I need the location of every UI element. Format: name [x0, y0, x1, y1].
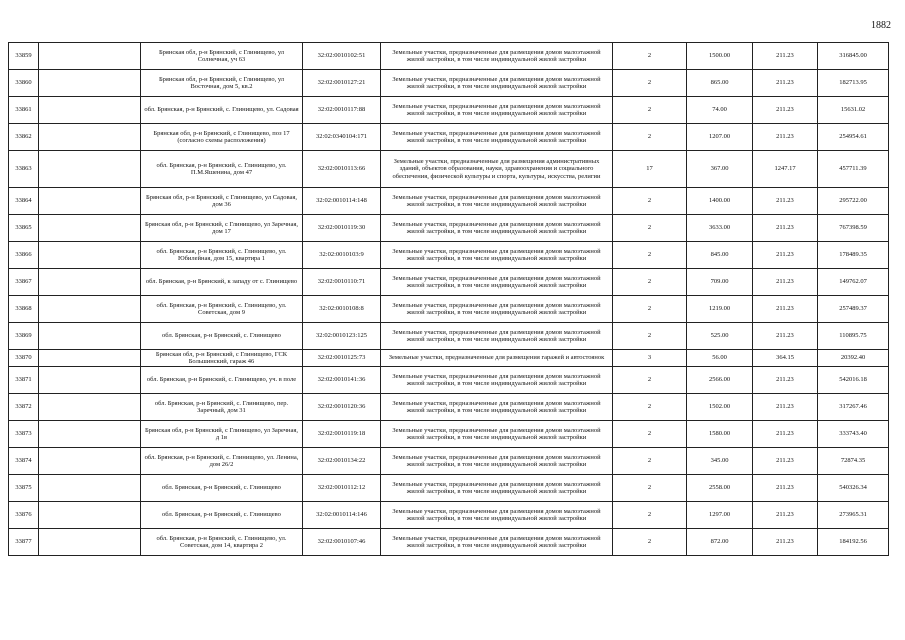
cadastral-value-cell: 767398.59 — [818, 215, 889, 242]
cadastral-value-cell: 149762.07 — [818, 269, 889, 296]
address-cell: Брянская обл, р-н Брянский, с Глинищево, ул Заречная, дом 17 — [141, 215, 303, 242]
cadastral-number-cell: 32:02:0010120:36 — [303, 394, 381, 421]
cadastral-number-cell: 32:02:0010114:146 — [303, 502, 381, 529]
table-row — [9, 421, 889, 448]
group-cell: 17 — [613, 151, 687, 188]
area-cell: 74.00 — [687, 97, 753, 124]
table-row — [9, 296, 889, 323]
specific-value-cell: 211.23 — [753, 502, 818, 529]
table-row — [9, 350, 889, 367]
cadastral-number-cell: 32:02:0010134:22 — [303, 448, 381, 475]
area-cell: 3633.00 — [687, 215, 753, 242]
cadastral-value-cell: 317267.46 — [818, 394, 889, 421]
row-number-cell: 33861 — [9, 97, 39, 124]
address-cell: Брянская обл, р-н Брянский, с Глинищево, ул Восточная, дом 5, кв.2 — [141, 70, 303, 97]
address-cell: Брянская обл, р-н Брянский, с Глинищево, ГСК Большинский, гараж 46 — [141, 350, 303, 367]
cadastral-value-cell: 316845.00 — [818, 43, 889, 70]
row-number-cell: 33859 — [9, 43, 39, 70]
empty-cell — [39, 188, 141, 215]
land-use-cell: Земельные участки, предназначенные для размещения домов малоэтажной жилой застройки, в том числе индивидуальной жилой застройки — [381, 502, 613, 529]
address-cell: обл. Брянская, р-н Брянский, с. Глинищево — [141, 502, 303, 529]
area-cell: 872.00 — [687, 529, 753, 556]
area-cell: 56.00 — [687, 350, 753, 367]
address-cell: обл. Брянская, р-н Брянский, с. Глинищево, ул. Советская, дом 14, квартира 2 — [141, 529, 303, 556]
group-cell: 2 — [613, 97, 687, 124]
group-cell: 2 — [613, 367, 687, 394]
group-cell: 2 — [613, 323, 687, 350]
cadastral-number-cell: 32:02:0010114:148 — [303, 188, 381, 215]
cadastral-value-cell: 257489.37 — [818, 296, 889, 323]
group-cell: 3 — [613, 350, 687, 367]
area-cell: 845.00 — [687, 242, 753, 269]
cadastral-value-cell: 184192.56 — [818, 529, 889, 556]
cadastral-value-cell: 540326.34 — [818, 475, 889, 502]
specific-value-cell: 364.15 — [753, 350, 818, 367]
specific-value-cell: 211.23 — [753, 529, 818, 556]
table-row — [9, 475, 889, 502]
cadastral-value-cell: 542016.18 — [818, 367, 889, 394]
empty-cell — [39, 43, 141, 70]
row-number-cell: 33874 — [9, 448, 39, 475]
area-cell: 709.00 — [687, 269, 753, 296]
land-use-cell: Земельные участки, предназначенные для размещения домов малоэтажной жилой застройки, в том числе индивидуальной жилой застройки — [381, 475, 613, 502]
cadastral-number-cell: 32:02:0010125:73 — [303, 350, 381, 367]
row-number-cell: 33871 — [9, 367, 39, 394]
cadastral-value-cell: 72874.35 — [818, 448, 889, 475]
group-cell: 2 — [613, 296, 687, 323]
row-number-cell: 33862 — [9, 124, 39, 151]
area-cell: 1580.00 — [687, 421, 753, 448]
table-row — [9, 242, 889, 269]
area-cell: 525.00 — [687, 323, 753, 350]
land-use-cell: Земельные участки, предназначенные для размещения гаражей и автостоянок — [381, 350, 613, 367]
land-use-cell: Земельные участки, предназначенные для размещения домов малоэтажной жилой застройки, в том числе индивидуальной жилой застройки — [381, 97, 613, 124]
cadastral-value-cell: 457711.39 — [818, 151, 889, 188]
table-row — [9, 97, 889, 124]
specific-value-cell: 1247.17 — [753, 151, 818, 188]
specific-value-cell: 211.23 — [753, 421, 818, 448]
cadastral-number-cell: 32:02:0010113:66 — [303, 151, 381, 188]
group-cell: 2 — [613, 502, 687, 529]
land-use-cell: Земельные участки, предназначенные для размещения домов малоэтажной жилой застройки, в том числе индивидуальной жилой застройки — [381, 296, 613, 323]
row-number-cell: 33869 — [9, 323, 39, 350]
row-number-cell: 33867 — [9, 269, 39, 296]
area-cell: 367.00 — [687, 151, 753, 188]
area-cell: 2566.00 — [687, 367, 753, 394]
group-cell: 2 — [613, 475, 687, 502]
address-cell: обл. Брянская, р-н Брянский, с. Глинищево, ул. Садовая — [141, 97, 303, 124]
specific-value-cell: 211.23 — [753, 97, 818, 124]
land-use-cell: Земельные участки, предназначенные для размещения домов малоэтажной жилой застройки, в том числе индивидуальной жилой застройки — [381, 394, 613, 421]
address-cell: обл. Брянская, р-н Брянский, с. Глинищево — [141, 475, 303, 502]
row-number-cell: 33872 — [9, 394, 39, 421]
group-cell: 2 — [613, 188, 687, 215]
address-cell: Брянская обл, р-н Брянский, с Глинищево, ул Садовая, дом 36 — [141, 188, 303, 215]
row-number-cell: 33864 — [9, 188, 39, 215]
specific-value-cell: 211.23 — [753, 43, 818, 70]
empty-cell — [39, 475, 141, 502]
empty-cell — [39, 350, 141, 367]
address-cell: обл. Брянская, р-н Брянский, с. Глинищево, уч. в поле — [141, 367, 303, 394]
area-cell: 2558.00 — [687, 475, 753, 502]
land-use-cell: Земельные участки, предназначенные для размещения административных зданий, объектов образования, науки, здравоохранения и социального обеспечения, физической культуры и спорта, культуры, искусства, религии — [381, 151, 613, 188]
row-number-cell: 33873 — [9, 421, 39, 448]
specific-value-cell: 211.23 — [753, 188, 818, 215]
land-use-cell: Земельные участки, предназначенные для размещения домов малоэтажной жилой застройки, в том числе индивидуальной жилой застройки — [381, 70, 613, 97]
cadastral-number-cell: 32:02:0010110:71 — [303, 269, 381, 296]
address-cell: Брянская обл, р-н Брянский, с Глинищево, поз 17 (согласно схемы расположения) — [141, 124, 303, 151]
specific-value-cell: 211.23 — [753, 70, 818, 97]
table-row — [9, 269, 889, 296]
cadastral-value-cell: 254954.61 — [818, 124, 889, 151]
specific-value-cell: 211.23 — [753, 475, 818, 502]
land-use-cell: Земельные участки, предназначенные для размещения домов малоэтажной жилой застройки, в том числе индивидуальной жилой застройки — [381, 215, 613, 242]
empty-cell — [39, 97, 141, 124]
group-cell: 2 — [613, 421, 687, 448]
table-body — [9, 43, 889, 556]
land-use-cell: Земельные участки, предназначенные для размещения домов малоэтажной жилой застройки, в том числе индивидуальной жилой застройки — [381, 124, 613, 151]
specific-value-cell: 211.23 — [753, 394, 818, 421]
land-use-cell: Земельные участки, предназначенные для размещения домов малоэтажной жилой застройки, в том числе индивидуальной жилой застройки — [381, 269, 613, 296]
group-cell: 2 — [613, 529, 687, 556]
cadastral-number-cell: 32:02:0010123:125 — [303, 323, 381, 350]
area-cell: 1297.00 — [687, 502, 753, 529]
empty-cell — [39, 242, 141, 269]
specific-value-cell: 211.23 — [753, 296, 818, 323]
row-number-cell: 33875 — [9, 475, 39, 502]
empty-cell — [39, 215, 141, 242]
cadastral-number-cell: 32:02:0010127:21 — [303, 70, 381, 97]
cadastral-number-cell: 32:02:0010103:9 — [303, 242, 381, 269]
row-number-cell: 33868 — [9, 296, 39, 323]
cadastral-number-cell: 32:02:0010108:8 — [303, 296, 381, 323]
cadastral-number-cell: 32:02:0010119:18 — [303, 421, 381, 448]
table-row — [9, 448, 889, 475]
group-cell: 2 — [613, 70, 687, 97]
group-cell: 2 — [613, 269, 687, 296]
group-cell: 2 — [613, 215, 687, 242]
specific-value-cell: 211.23 — [753, 242, 818, 269]
specific-value-cell: 211.23 — [753, 269, 818, 296]
empty-cell — [39, 151, 141, 188]
empty-cell — [39, 323, 141, 350]
cadastral-number-cell: 32:02:0010112:12 — [303, 475, 381, 502]
table-row — [9, 188, 889, 215]
row-number-cell: 33863 — [9, 151, 39, 188]
cadastral-value-cell: 178489.35 — [818, 242, 889, 269]
address-cell: обл. Брянская, р-н Брянский, с. Глинищево, ул. П.М.Яшенина, дом 47 — [141, 151, 303, 188]
address-cell: обл. Брянская, р-н Брянский, к западу от с. Глинищево — [141, 269, 303, 296]
cadastral-number-cell: 32:02:0340104:171 — [303, 124, 381, 151]
land-use-cell: Земельные участки, предназначенные для размещения домов малоэтажной жилой застройки, в том числе индивидуальной жилой застройки — [381, 529, 613, 556]
table-row — [9, 367, 889, 394]
land-use-cell: Земельные участки, предназначенные для размещения домов малоэтажной жилой застройки, в том числе индивидуальной жилой застройки — [381, 43, 613, 70]
table-row — [9, 124, 889, 151]
specific-value-cell: 211.23 — [753, 124, 818, 151]
land-use-cell: Земельные участки, предназначенные для размещения домов малоэтажной жилой застройки, в том числе индивидуальной жилой застройки — [381, 421, 613, 448]
land-use-cell: Земельные участки, предназначенные для размещения домов малоэтажной жилой застройки, в том числе индивидуальной жилой застройки — [381, 448, 613, 475]
area-cell: 345.00 — [687, 448, 753, 475]
cadastral-value-cell: 295722.00 — [818, 188, 889, 215]
row-number-cell: 33870 — [9, 350, 39, 367]
cadastral-number-cell: 32:02:0010107:46 — [303, 529, 381, 556]
cadastral-number-cell: 32:02:0010119:30 — [303, 215, 381, 242]
cadastral-value-cell: 20392.40 — [818, 350, 889, 367]
area-cell: 1502.00 — [687, 394, 753, 421]
table-row — [9, 151, 889, 188]
land-use-cell: Земельные участки, предназначенные для размещения домов малоэтажной жилой застройки, в том числе индивидуальной жилой застройки — [381, 367, 613, 394]
table-row — [9, 215, 889, 242]
specific-value-cell: 211.23 — [753, 448, 818, 475]
table-row — [9, 43, 889, 70]
group-cell: 2 — [613, 124, 687, 151]
specific-value-cell: 211.23 — [753, 215, 818, 242]
table-row — [9, 529, 889, 556]
empty-cell — [39, 296, 141, 323]
table-row — [9, 502, 889, 529]
empty-cell — [39, 448, 141, 475]
cadastral-value-cell: 333743.40 — [818, 421, 889, 448]
group-cell: 2 — [613, 394, 687, 421]
area-cell: 1207.00 — [687, 124, 753, 151]
cadastral-value-cell: 110895.75 — [818, 323, 889, 350]
address-cell: обл. Брянская, р-н Брянский, с. Глинищево, ул. Ленина, дом 26/2 — [141, 448, 303, 475]
address-cell: обл. Брянская, р-н Брянский, с. Глинищево, ул. Советская, дом 9 — [141, 296, 303, 323]
cadastral-number-cell: 32:02:0010117:88 — [303, 97, 381, 124]
cadastral-number-cell: 32:02:0010141:36 — [303, 367, 381, 394]
row-number-cell: 33876 — [9, 502, 39, 529]
table-row — [9, 394, 889, 421]
address-cell: обл. Брянская, р-н Брянский, с. Глинищево, ул. Юбилейная, дом 15, квартира 1 — [141, 242, 303, 269]
empty-cell — [39, 421, 141, 448]
group-cell: 2 — [613, 242, 687, 269]
cadastral-value-cell: 273965.31 — [818, 502, 889, 529]
area-cell: 865.00 — [687, 70, 753, 97]
page-number: 1882 — [871, 20, 891, 31]
row-number-cell: 33877 — [9, 529, 39, 556]
address-cell: обл. Брянская, р-н Брянский, с. Глинищево — [141, 323, 303, 350]
cadastral-value-table — [8, 42, 889, 556]
empty-cell — [39, 502, 141, 529]
cadastral-number-cell: 32:02:0010102:51 — [303, 43, 381, 70]
group-cell: 2 — [613, 448, 687, 475]
empty-cell — [39, 394, 141, 421]
address-cell: Брянская обл, р-н Брянский, с Глинищево, ул Солнечная, уч 63 — [141, 43, 303, 70]
empty-cell — [39, 269, 141, 296]
area-cell: 1400.00 — [687, 188, 753, 215]
address-cell: обл. Брянская, р-н Брянский, с. Глинищево, пер. Заречный, дом 31 — [141, 394, 303, 421]
address-cell: Брянская обл, р-н Брянский, с Глинищево, ул Заречная, д 1в — [141, 421, 303, 448]
land-use-cell: Земельные участки, предназначенные для размещения домов малоэтажной жилой застройки, в том числе индивидуальной жилой застройки — [381, 242, 613, 269]
specific-value-cell: 211.23 — [753, 367, 818, 394]
cadastral-value-cell: 15631.02 — [818, 97, 889, 124]
area-cell: 1500.00 — [687, 43, 753, 70]
group-cell: 2 — [613, 43, 687, 70]
land-use-cell: Земельные участки, предназначенные для размещения домов малоэтажной жилой застройки, в том числе индивидуальной жилой застройки — [381, 323, 613, 350]
cadastral-value-cell: 182713.95 — [818, 70, 889, 97]
row-number-cell: 33860 — [9, 70, 39, 97]
empty-cell — [39, 70, 141, 97]
row-number-cell: 33866 — [9, 242, 39, 269]
empty-cell — [39, 529, 141, 556]
table-row — [9, 70, 889, 97]
area-cell: 1219.00 — [687, 296, 753, 323]
table-row — [9, 323, 889, 350]
specific-value-cell: 211.23 — [753, 323, 818, 350]
row-number-cell: 33865 — [9, 215, 39, 242]
empty-cell — [39, 367, 141, 394]
land-use-cell: Земельные участки, предназначенные для размещения домов малоэтажной жилой застройки, в том числе индивидуальной жилой застройки — [381, 188, 613, 215]
empty-cell — [39, 124, 141, 151]
